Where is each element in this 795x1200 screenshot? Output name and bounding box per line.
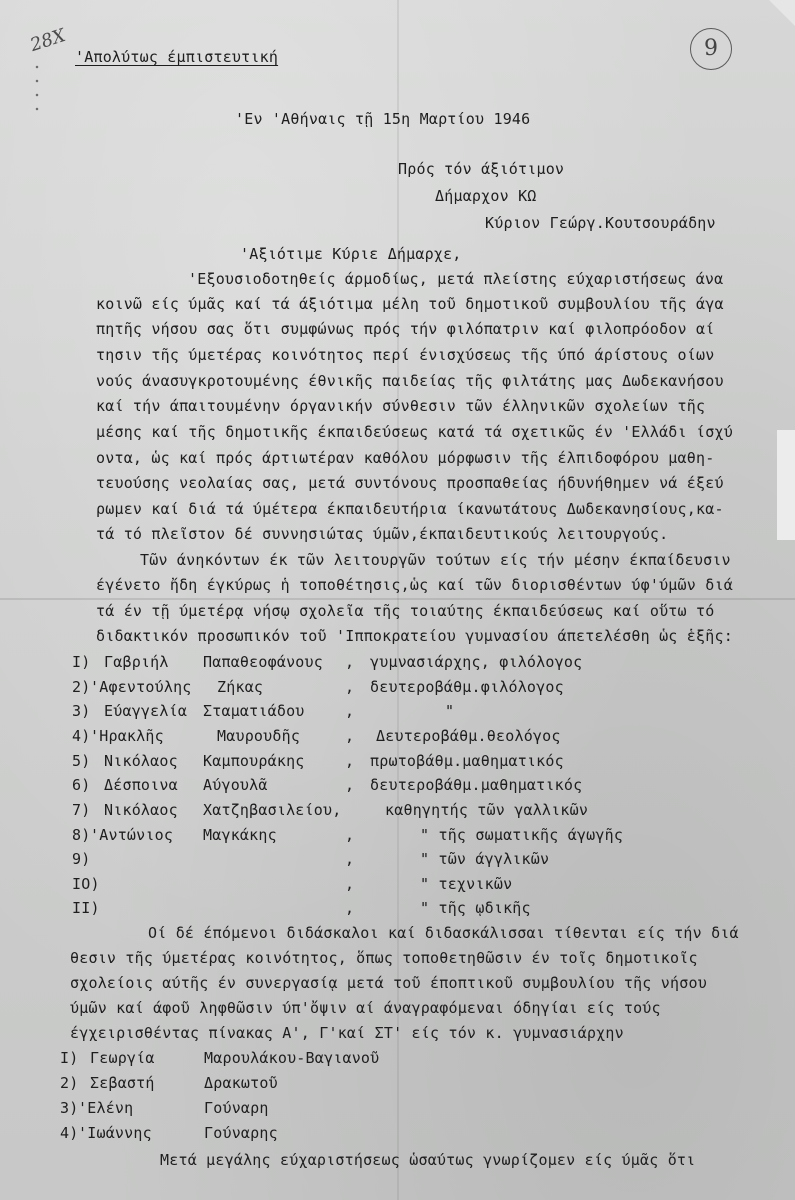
body-line: νούς άνασυγκροτουμένης έθνικῆς παιδείας τῆς φιλτάτης μας Δωδεκανήσου (96, 372, 724, 390)
classification-heading: 'Απολύτως έμπιστευτική (75, 48, 279, 66)
teacher-number: 3) (60, 1099, 79, 1117)
staff-number: 5) (72, 752, 91, 770)
body-line: κοινῶ είς ύμᾶς καί τά άξιότιμα μέλη τοῦ δημοτικοῦ συμβουλίου τῆς άγα (96, 295, 724, 313)
body-line: ύμῶν καί άφοῦ ληφθῶσιν ύπ'ὄψιν αί άναγραφόμεναι όδηγίαι είς τούς (70, 999, 661, 1017)
teacher-last-name: Γούναρη (204, 1099, 269, 1117)
body-line: ρωμεν καί διά τά ύμέτερα έκπαιδευτήρια ίκανωτάτους Δωδεκανησίους,κα- (96, 500, 724, 518)
staff-number: 8) (72, 826, 91, 844)
staff-role: δευτεροβάθμ.μαθηματικός (370, 776, 583, 794)
dog-ear-corner (769, 0, 795, 26)
staff-first-name: Δέσποινα (104, 776, 178, 794)
teacher-first-name: Γεωργία (90, 1049, 155, 1067)
staff-role: " τῆς σωματικῆς άγωγῆς (420, 826, 624, 844)
body-line: τησιν τῆς ύμετέρας κοινότητος περί ένισχύσεως τῆς ύπό άρίστους οίων (96, 346, 715, 364)
staff-last-name: Μαυρουδῆς (217, 727, 301, 745)
body-line: Τῶν άνηκόντων έκ τῶν λειτουργῶν τούτων είς τήν μέσην έκπαίδευσιν (140, 551, 731, 569)
body-line: έγένετο ἤδη έγκύρως ἡ τοποθέτησις,ὡς καί τῶν διορισθέντων ύφ'ύμῶν διά (96, 576, 733, 594)
staff-separator: , (345, 702, 355, 720)
staff-number: 9) (72, 850, 91, 868)
teacher-last-name: Γούναρης (204, 1124, 278, 1142)
handwritten-mark: 28Χ (27, 24, 69, 57)
staff-number: ΙΙ) (72, 899, 100, 917)
torn-edge (777, 430, 795, 540)
staff-last-name: Χατζηβασιλείου, (203, 801, 342, 819)
staff-last-name: Παπαθεοφάνους (203, 653, 323, 671)
teacher-number: 2) (60, 1074, 79, 1092)
addressee-line-1: Πρός τόν άξιότιμον (398, 160, 565, 178)
staff-first-name: Εύαγγελία (104, 702, 188, 720)
staff-last-name: Σταματιάδου (203, 702, 305, 720)
staff-separator: , (345, 850, 355, 868)
staff-role: γυμνασιάρχης, φιλόλογος (370, 653, 583, 671)
staff-role: " τῆς ῳδικῆς (420, 899, 531, 917)
staff-separator: , (345, 899, 355, 917)
staff-first-name: Νικόλαος (104, 801, 178, 819)
staff-first-name: Γαβριήλ (104, 653, 169, 671)
body-line: έγχειρισθέντας πίνακας Α', Γ'καί ΣΤ' είς τόν κ. γυμνασιάρχην (70, 1024, 624, 1042)
teacher-first-name: 'Ελένη (78, 1099, 134, 1117)
body-line: 'Εξουσιοδοτηθείς άρμοδίως, μετά πλείστης εύχαριστήσεως άνα (188, 270, 724, 288)
body-line: θεσιν τῆς ύμετέρας κοινότητος, ὅπως τοποθετηθῶσιν έν τοῖς δημοτικοῖς (70, 949, 698, 967)
staff-separator: , (345, 678, 355, 696)
body-line: Οί δέ έπόμενοι διδάσκαλοι καί διδασκάλισσαι τίθενται είς τήν διά (148, 924, 739, 942)
staff-number: Ι) (72, 653, 91, 671)
staff-role: " τεχνικῶν (420, 875, 513, 893)
salutation: 'Αξιότιμε Κύριε Δήμαρχε, (240, 245, 462, 263)
addressee-line-3: Κύριον Γεώργ.Κουτσουράδην (485, 214, 716, 232)
body-line: τευούσης νεολαίας σας, μετά συντόνους προσπαθείας ήδυνήθημεν νά έξεύ (96, 474, 724, 492)
body-line: διδακτικόν προσωπικόν τοῦ 'Ιπποκρατείου γυμνασίου άπετελέσθη ὡς ἑξῆς: (96, 627, 733, 645)
staff-first-name: 'Αντώνιος (90, 826, 174, 844)
staff-number: 7) (72, 801, 91, 819)
staff-role: " τῶν άγγλικῶν (420, 850, 550, 868)
staff-number: 6) (72, 776, 91, 794)
staff-number: ΙΟ) (72, 875, 100, 893)
body-line: οντα, ὡς καί πρός άρτιωτέραν καθόλου μόρφωσιν τῆς έλπιδοφόρου μαθη- (96, 449, 715, 467)
page-number-circle: 9 (690, 28, 732, 70)
staff-number: 3) (72, 702, 91, 720)
staff-separator: , (345, 875, 355, 893)
staff-first-name: Νικόλαος (104, 752, 178, 770)
body-line: καί τήν άπαιτουμένην όργανικήν σύνθεσιν τῶν έλληνικῶν σχολείων τῆς (96, 397, 706, 415)
staff-separator: , (345, 752, 355, 770)
addressee-line-2: Δήμαρχον ΚΩ (435, 187, 537, 205)
staff-number: 4) (72, 727, 91, 745)
staff-role: δευτεροβάθμ.φιλόλογος (370, 678, 564, 696)
staff-separator: , (345, 653, 355, 671)
teacher-last-name: Μαρουλάκου-Βαγιανοῦ (204, 1049, 380, 1067)
staff-number: 2) (72, 678, 91, 696)
body-line: τά τό πλεῖστον δέ συννησιώτας ύμῶν,έκπαιδευτικούς λειτουργούς. (96, 525, 669, 543)
teacher-first-name: Σεβαστή (90, 1074, 155, 1092)
body-line: πητῆς νήσου σας ὅτι συμφώνως πρός τήν φιλόπατριν καί φιλοπρόοδον αί (96, 320, 715, 338)
paper-fold-vertical (397, 0, 399, 1200)
staff-separator: , (345, 826, 355, 844)
teacher-first-name: 'Ιωάννης (78, 1124, 152, 1142)
staff-role: " (445, 702, 455, 720)
staff-separator: , (345, 727, 355, 745)
teacher-last-name: Δρακωτοῦ (204, 1074, 278, 1092)
punch-dots (34, 60, 40, 120)
body-line: σχολείοις αύτῆς έν συνεργασίᾳ μετά τοῦ έποπτικοῦ συμβουλίου τῆς νήσου (70, 974, 707, 992)
staff-role: Δευτεροβάθμ.θεολόγος (376, 727, 561, 745)
body-line: τά έν τῇ ύμετέρᾳ νήσῳ σχολεῖα τῆς τοιαύτης έκπαιδεύσεως καί οὕτω τό (96, 602, 715, 620)
staff-role: πρωτοβάθμ.μαθηματικός (370, 752, 564, 770)
staff-first-name: 'Ηρακλῆς (90, 727, 164, 745)
body-line: μέσης καί τῆς δημοτικῆς έκπαιδεύσεως κατά τά σχετικῶς έν 'Ελλάδι ίσχύ (96, 423, 733, 441)
dateline: 'Εν 'Αθήναις τῇ 15η Μαρτίου 1946 (235, 110, 531, 128)
closing-line: Μετά μεγάλης εύχαριστήσεως ὡσαύτως γνωρίζομεν είς ύμᾶς ὅτι (160, 1151, 696, 1169)
staff-last-name: Ζήκας (217, 678, 264, 696)
teacher-number: Ι) (60, 1049, 79, 1067)
staff-separator: , (345, 776, 355, 794)
staff-first-name: 'Αφεντούλης (90, 678, 192, 696)
staff-last-name: Καμπουράκης (203, 752, 305, 770)
teacher-number: 4) (60, 1124, 79, 1142)
staff-last-name: Αύγουλᾶ (203, 776, 268, 794)
staff-last-name: Μαγκάκης (203, 826, 277, 844)
staff-role: καθηγητής τῶν γαλλικῶν (385, 801, 589, 819)
